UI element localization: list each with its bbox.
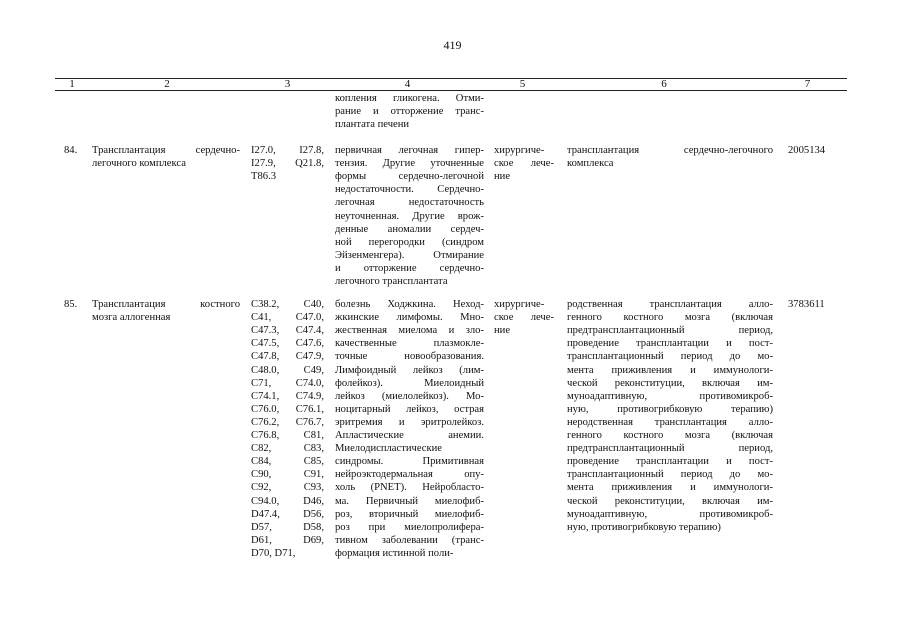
diagnosis-line: легочная недостаточность xyxy=(335,197,484,209)
diagnosis-line: формы сердечно-легочной xyxy=(335,171,484,183)
method-line: ческой реконституции, включая им- xyxy=(567,377,773,389)
icd-code-line: I27.0, I27.8, xyxy=(251,145,324,156)
diagnosis-line: роз при миелопролифера- xyxy=(335,521,484,533)
icd-code-line: D61, D69, xyxy=(251,534,324,546)
icd-code-line: D70, D71, xyxy=(251,547,296,559)
icd-code-line: C84, C85, xyxy=(251,456,324,468)
method-line: мента приживления и иммунологи- xyxy=(567,364,773,376)
icd-code-line: C76.0, C76.1, xyxy=(251,403,324,415)
method-line: ную, противогрибковую терапию) xyxy=(567,521,721,533)
cost-value: 2005134 xyxy=(788,145,826,156)
diagnosis-line: плантата печени xyxy=(335,119,410,131)
row-number: 84. xyxy=(64,145,78,156)
diagnosis-line: неуточненная. Другие врож- xyxy=(335,210,484,222)
diagnosis-line: роз, вторичный миелофиб- xyxy=(335,508,484,520)
diagnosis-line: ма. Первичный миелофиб- xyxy=(335,495,484,507)
method-line: трансплантационный период до мо- xyxy=(567,351,773,363)
method-line: генного костного мозга (включая xyxy=(567,312,773,324)
procedure-name-line: Трансплантация костного xyxy=(92,299,240,310)
header-col-3: 3 xyxy=(284,78,291,90)
treatment-type-line: ское лече- xyxy=(494,158,554,170)
header-col-5: 5 xyxy=(519,78,526,90)
treatment-type-line: хирургиче- xyxy=(494,145,545,156)
diagnosis-line: Апластические анемии. xyxy=(335,430,484,441)
method-line: генного костного мозга (включая xyxy=(567,430,773,441)
diagnosis-line: качественные плазмокле- xyxy=(335,338,484,350)
table-header xyxy=(55,78,847,91)
icd-code-line: C47.5, C47.6, xyxy=(251,338,324,350)
method-line: неродственная трансплантация алло- xyxy=(567,416,773,428)
header-col-6: 6 xyxy=(661,78,667,90)
cost-value: 3783611 xyxy=(788,299,825,310)
diagnosis-line: жественная миелома и зло- xyxy=(335,325,484,337)
icd-code-line: C47.8, C47.9, xyxy=(251,351,324,363)
diagnosis-line: точные новообразования. xyxy=(335,351,484,363)
method-line: трансплантация сердечно-легочного xyxy=(567,145,773,156)
diagnosis-line: фолейкоз). Миелоидный xyxy=(335,377,484,389)
header-col-4: 4 xyxy=(404,78,411,90)
diagnosis-line: денные аномалии сердеч- xyxy=(335,223,484,235)
method-line: трансплантационный период до мо- xyxy=(567,469,773,481)
diagnosis-line: лейкоз (миелолейкоз). Мо- xyxy=(335,390,484,402)
row-number: 85. xyxy=(64,299,78,310)
procedure-name-line: Трансплантация сердечно- xyxy=(92,145,240,156)
icd-code-line: C76.8, C81, xyxy=(251,430,324,441)
method-line: проведение трансплантации и пост- xyxy=(567,338,773,350)
treatment-type-line: ние xyxy=(494,171,511,183)
procedure-name-line: легочного комплекса xyxy=(92,158,186,170)
icd-code-line: D47.4, D56, xyxy=(251,508,324,520)
diagnosis-line: эритремия и эритролейкоз. xyxy=(335,416,484,428)
method-line: муноадаптивную, противомикроб- xyxy=(567,508,773,520)
diagnosis-line: Лимфоидный лейкоз (лим- xyxy=(335,364,484,376)
method-line: комплекса xyxy=(567,158,614,170)
method-line: мента приживления и иммунологи- xyxy=(567,482,773,494)
diagnosis-line: и отторжение сердечно- xyxy=(335,262,484,274)
diagnosis-line: болезнь Ходжкина. Неход- xyxy=(335,299,484,310)
icd-code-line: C74.1, C74.9, xyxy=(251,390,324,402)
treatment-type-line: ние xyxy=(494,325,511,337)
treatment-type-line: ское лече- xyxy=(494,312,554,324)
method-line: муноадаптивную, противомикроб- xyxy=(567,390,773,402)
icd-code-line: C71, C74.0, xyxy=(251,377,324,389)
diagnosis-line: Миелодиспластические xyxy=(335,443,443,455)
icd-code-line: C76.2, C76.7, xyxy=(251,416,324,428)
icd-code-line: C82, C83, xyxy=(251,443,324,455)
icd-code-line: T86.3 xyxy=(251,171,277,183)
page-number: 419 xyxy=(443,38,462,52)
icd-code-line: D57, D58, xyxy=(251,521,324,533)
diagnosis-line: ной перегородки (синдром xyxy=(335,236,484,248)
diagnosis-line: тензия. Другие уточненные xyxy=(335,158,484,170)
icd-code-line: C48.0, C49, xyxy=(251,364,324,376)
diagnosis-line: синдромы. Примитивная xyxy=(335,456,484,468)
diagnosis-line: ноцитарный лейкоз, острая xyxy=(335,403,484,415)
diagnosis-line: тивном заболевании (транс- xyxy=(335,534,484,546)
icd-code-line: I27.9, Q21.8, xyxy=(251,158,324,170)
diagnosis-line: первичная легочная гипер- xyxy=(335,145,484,156)
method-line: родственная трансплантация алло- xyxy=(567,299,773,310)
diagnosis-line: легочного трансплантата xyxy=(335,276,448,287)
method-line: ную, противогрибковую терапию) xyxy=(567,403,773,415)
icd-code-line: C47.3, C47.4, xyxy=(251,325,324,337)
header-col-2: 2 xyxy=(164,78,170,90)
treatment-type-line: хирургиче- xyxy=(494,299,545,310)
header-col-1: 1 xyxy=(69,78,75,90)
diagnosis-line: рание и отторжение транс- xyxy=(335,106,484,118)
icd-code-line: C41, C47.0, xyxy=(251,312,324,324)
diagnosis-line: копления гликогена. Отми- xyxy=(335,93,484,104)
method-line: проведение трансплантации и пост- xyxy=(567,456,773,468)
diagnosis-line: Эйзенменгера). Отмирание xyxy=(335,249,484,261)
icd-code-line: C92, C93, xyxy=(251,482,324,494)
diagnosis-line: формация истинной поли- xyxy=(335,547,454,559)
method-line: предтрансплантационный период, xyxy=(567,325,773,337)
header-col-7: 7 xyxy=(804,78,811,90)
icd-code-line: C38.2, C40, xyxy=(251,299,324,310)
icd-code-line: C94.0, D46, xyxy=(251,495,324,507)
method-line: ческой реконституции, включая им- xyxy=(567,495,773,507)
diagnosis-line: недостаточности. Сердечно- xyxy=(335,184,484,196)
method-line: предтрансплантационный период, xyxy=(567,443,773,455)
diagnosis-line: холь (PNET). Нейробласто- xyxy=(335,482,484,494)
diagnosis-line: нейроэктодермальная опу- xyxy=(335,469,484,481)
icd-code-line: C90, C91, xyxy=(251,469,324,481)
diagnosis-line: жкинские лимфомы. Мно- xyxy=(335,312,484,324)
procedure-name-line: мозга аллогенная xyxy=(92,312,171,324)
